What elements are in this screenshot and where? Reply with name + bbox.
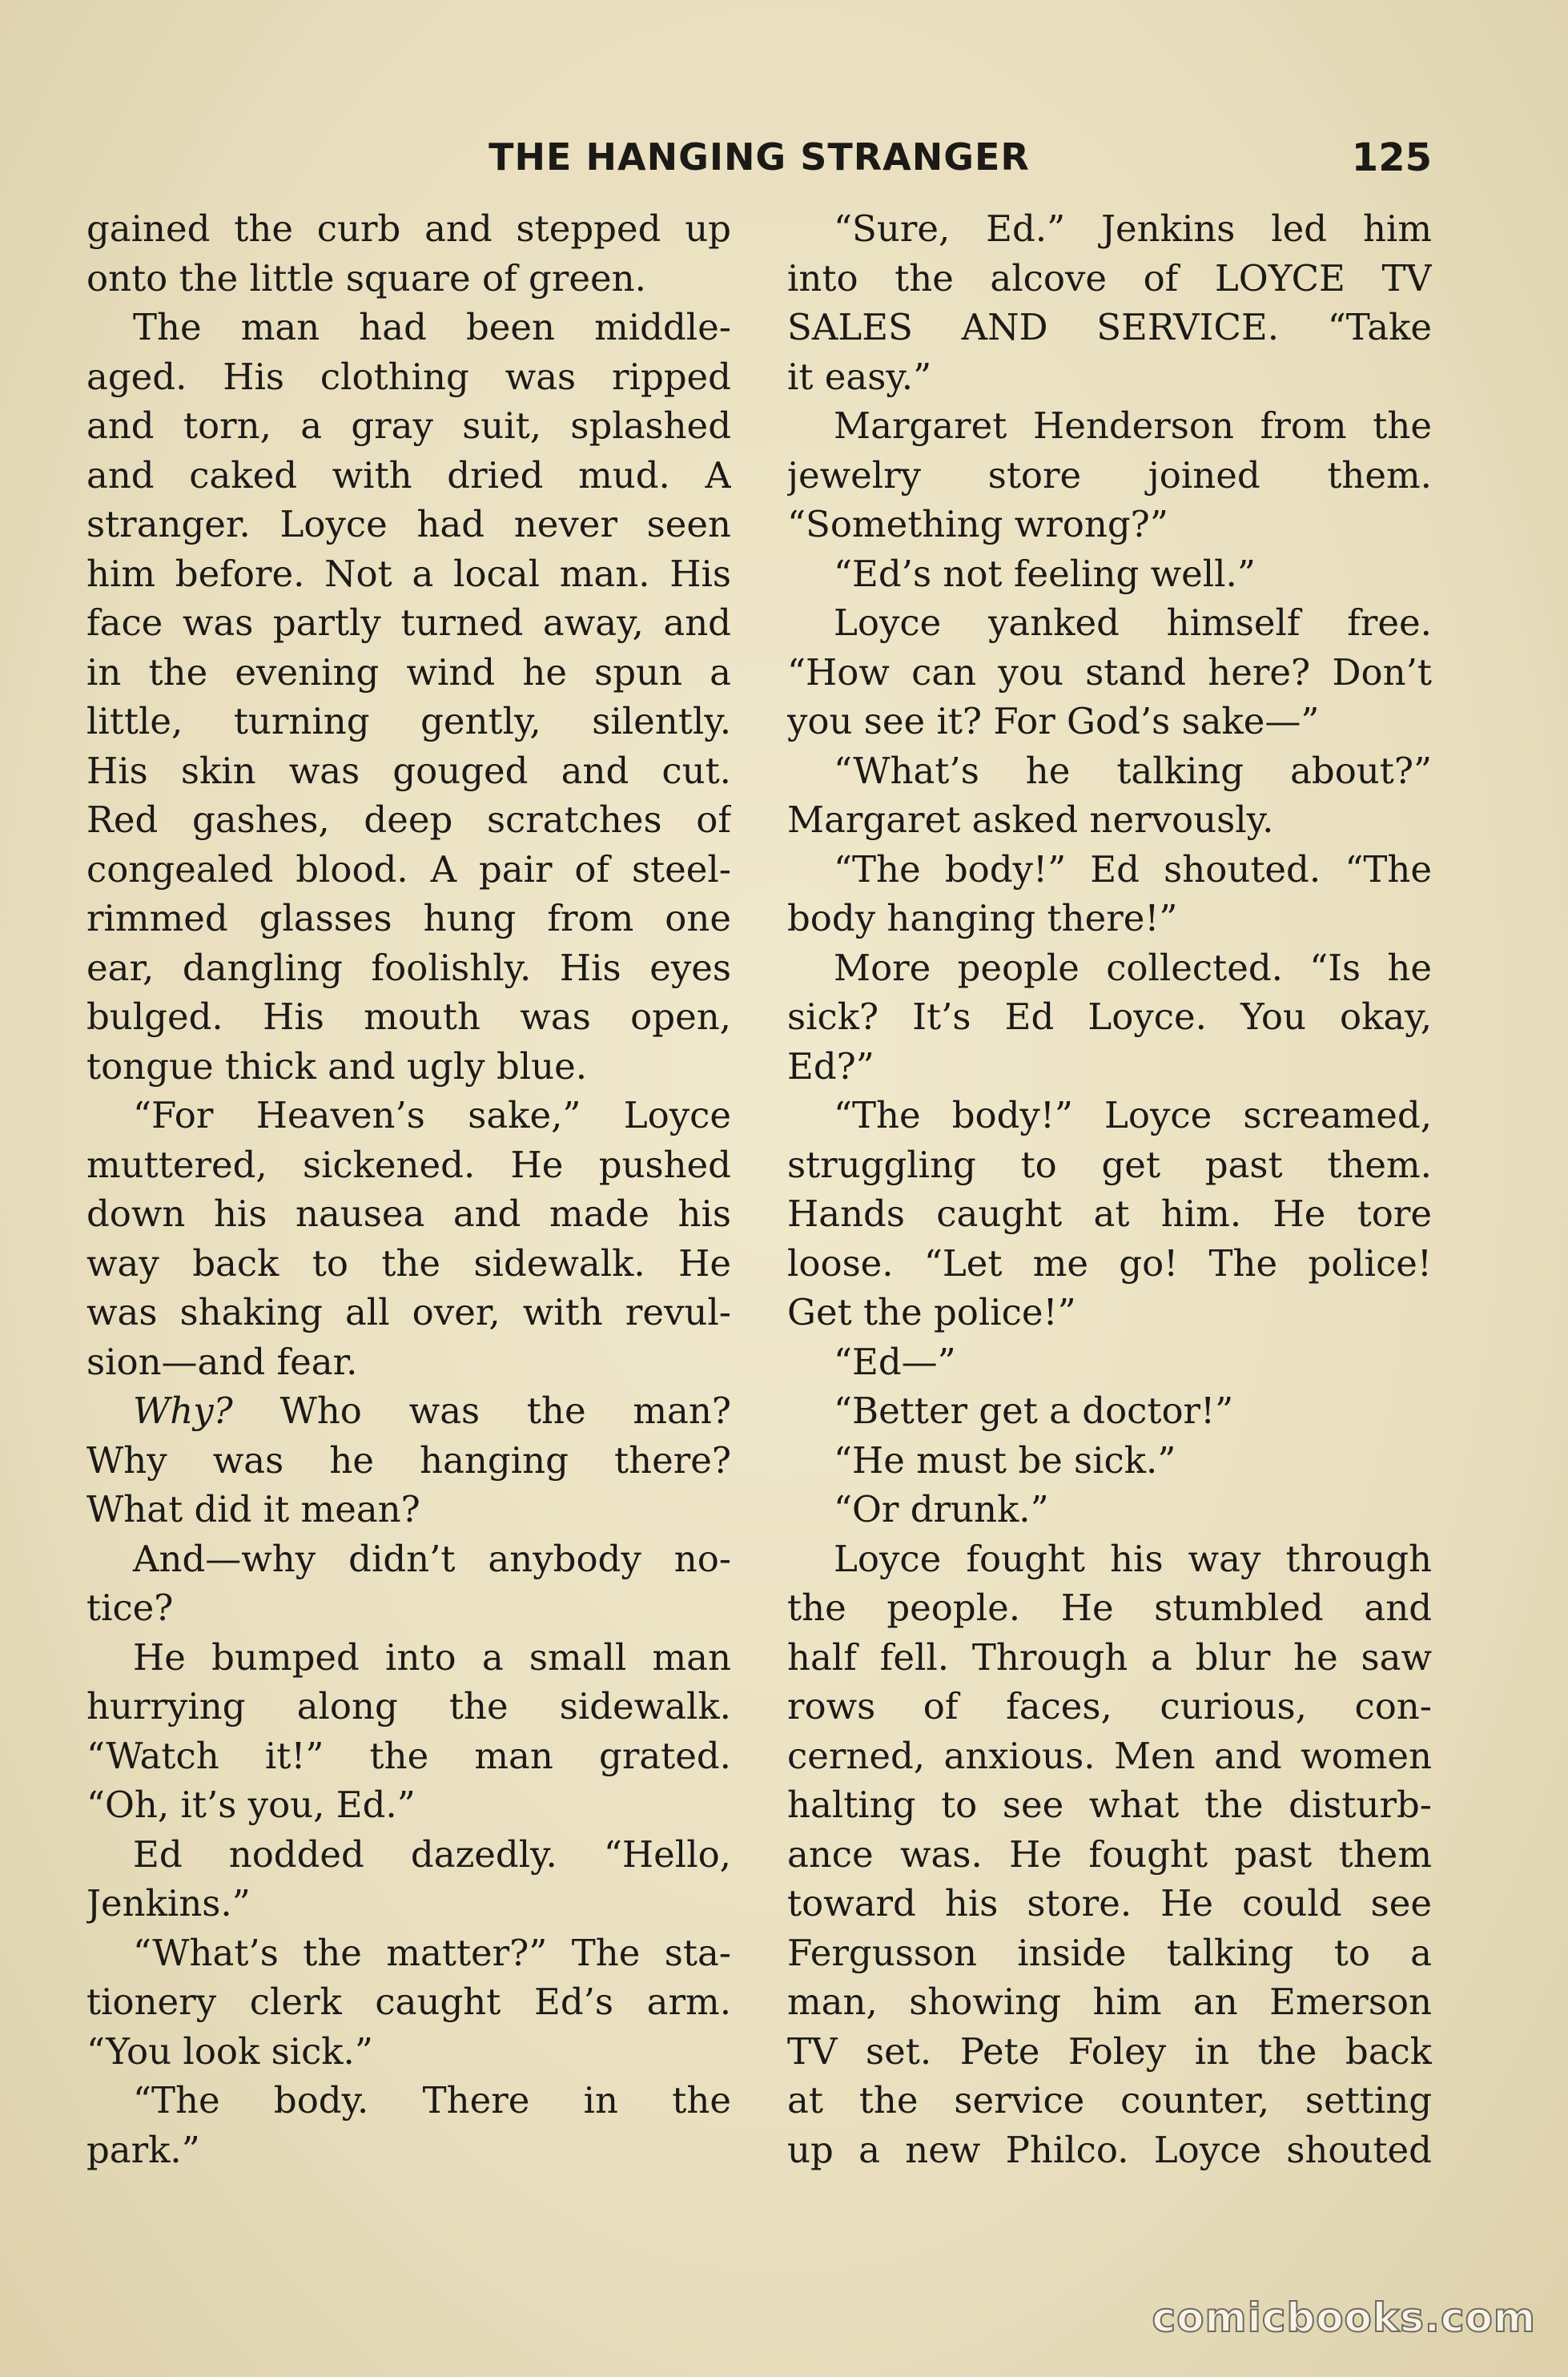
text-line: at the service counter, setting — [787, 2079, 1432, 2122]
text-line: struggling to get past them. — [787, 1143, 1432, 1186]
text-line: SALES AND SERVICE. “Take — [787, 306, 1432, 348]
text-line: “Sure, Ed.” Jenkins led him — [834, 207, 1432, 250]
text-line: Why was he hanging there? — [86, 1438, 731, 1482]
text-line: Margaret Henderson from the — [834, 404, 1432, 447]
text-line: up a new Philco. Loyce shouted — [787, 2128, 1432, 2171]
text-line: “Something wrong?” — [787, 503, 1168, 545]
running-title: THE HANGING STRANGER — [488, 135, 1030, 179]
text-line: The man had been middle- — [133, 306, 731, 348]
text-line: And—why didn’t anybody no- — [133, 1537, 731, 1580]
text-line: He bumped into a small man — [133, 1635, 731, 1679]
text-line: “You look sick.” — [86, 2029, 373, 2073]
text-line: onto the little square of green. — [86, 256, 646, 300]
text-line: “Ed—” — [834, 1340, 956, 1383]
text-line: rimmed glasses hung from one — [86, 897, 731, 939]
text-line: Get the police!” — [787, 1291, 1076, 1333]
text-line: was shaking all over, with revul- — [86, 1291, 731, 1333]
text-line: Ed?” — [787, 1044, 874, 1088]
text-line: aged. His clothing was ripped — [86, 355, 731, 398]
text-line: “What’s he talking about?” — [834, 749, 1432, 792]
text-line: ance was. He fought past them — [787, 1832, 1432, 1876]
text-line: ear, dangling foolishly. His eyes — [86, 946, 731, 989]
text-line: him before. Not a local man. His — [86, 552, 731, 595]
text-line: “For Heaven’s sake,” Loyce — [133, 1094, 731, 1136]
text-line: Fergusson inside talking to a — [787, 1931, 1432, 1974]
text-line: and torn, a gray suit, splashed — [86, 404, 731, 447]
text-line: the people. He stumbled and — [787, 1587, 1432, 1629]
text-line: “How can you stand here? Don’t — [787, 650, 1432, 694]
text-line: gained the curb and stepped up — [86, 207, 731, 250]
text-line: you see it? For God’s sake—” — [787, 700, 1320, 742]
text-line: park.” — [86, 2128, 200, 2171]
text-line: stranger. Loyce had never seen — [86, 503, 731, 545]
text-line: half fell. Through a blur he saw — [787, 1635, 1432, 1679]
page-header — [86, 132, 1432, 188]
text-column-right — [787, 204, 1432, 2174]
text-line: sion—and fear. — [86, 1340, 358, 1383]
text-line: Margaret asked nervously. — [787, 798, 1274, 841]
text-line: muttered, sickened. He pushed — [86, 1143, 731, 1186]
text-line: hurrying along the sidewalk. — [86, 1685, 731, 1727]
text-line: jewelry store joined them. — [787, 453, 1432, 497]
text-line: “The body!” Ed shouted. “The — [834, 847, 1432, 891]
text-line: in the evening wind he spun a — [86, 650, 731, 694]
text-line: face was partly turned away, and — [86, 601, 731, 644]
text-column-left — [86, 204, 731, 2174]
italic-word: Why? — [133, 1390, 233, 1432]
text-line: TV set. Pete Foley in the back — [787, 2029, 1432, 2073]
text-line: down his nausea and made his — [86, 1193, 731, 1235]
text-line: tongue thick and ugly blue. — [86, 1044, 588, 1088]
text-line: man, showing him an Emerson — [787, 1981, 1432, 2023]
text-line: “Better get a doctor!” — [834, 1390, 1234, 1432]
text-line: into the alcove of LOYCE TV — [787, 256, 1432, 300]
text-line: tionery clerk caught Ed’s arm. — [86, 1981, 731, 2023]
text-line: Ed nodded dazedly. “Hello, — [133, 1832, 731, 1876]
text-line: Hands caught at him. He tore — [787, 1193, 1432, 1235]
text-line: “He must be sick.” — [834, 1438, 1176, 1482]
text-line: More people collected. “Is he — [834, 946, 1432, 989]
text-line: “The body!” Loyce screamed, — [834, 1094, 1432, 1136]
text-line: halting to see what the disturb- — [787, 1784, 1432, 1826]
text-line: cerned, anxious. Men and women — [787, 1734, 1432, 1777]
text-line: Loyce yanked himself free. — [834, 601, 1432, 644]
text-line: His skin was gouged and cut. — [86, 749, 731, 792]
text-line: it easy.” — [787, 355, 932, 398]
watermark: comicbooks.com — [1152, 2295, 1536, 2341]
text-line: bulged. His mouth was open, — [86, 995, 731, 1038]
text-line: “Oh, it’s you, Ed.” — [86, 1784, 416, 1826]
text-line: “Ed’s not feeling well.” — [834, 552, 1256, 595]
text-line: Jenkins.” — [86, 1882, 251, 1925]
text-line: Loyce fought his way through — [834, 1537, 1432, 1580]
text-line: “Watch it!” the man grated. — [86, 1734, 731, 1777]
text-line: way back to the sidewalk. He — [86, 1241, 731, 1285]
text-line: “What’s the matter?” The sta- — [133, 1931, 731, 1974]
text-line: little, turning gently, silently. — [86, 700, 731, 742]
text-line: Why? Who was the man? — [133, 1390, 731, 1432]
text-line: body hanging there!” — [787, 897, 1178, 939]
text-line: and caked with dried mud. A — [86, 453, 731, 497]
text-line: congealed blood. A pair of steel- — [86, 847, 731, 891]
text-line: “The body. There in the — [133, 2079, 731, 2122]
text-line: rows of faces, curious, con- — [787, 1685, 1432, 1727]
text-line: What did it mean? — [86, 1488, 420, 1530]
text-line: tice? — [86, 1587, 174, 1629]
text-line: sick? It’s Ed Loyce. You okay, — [787, 995, 1432, 1038]
text-line: loose. “Let me go! The police! — [787, 1241, 1432, 1285]
text-line: toward his store. He could see — [787, 1882, 1432, 1925]
page-number: 125 — [1351, 135, 1432, 180]
text-line: Red gashes, deep scratches of — [86, 798, 731, 841]
text-line: “Or drunk.” — [834, 1488, 1049, 1530]
